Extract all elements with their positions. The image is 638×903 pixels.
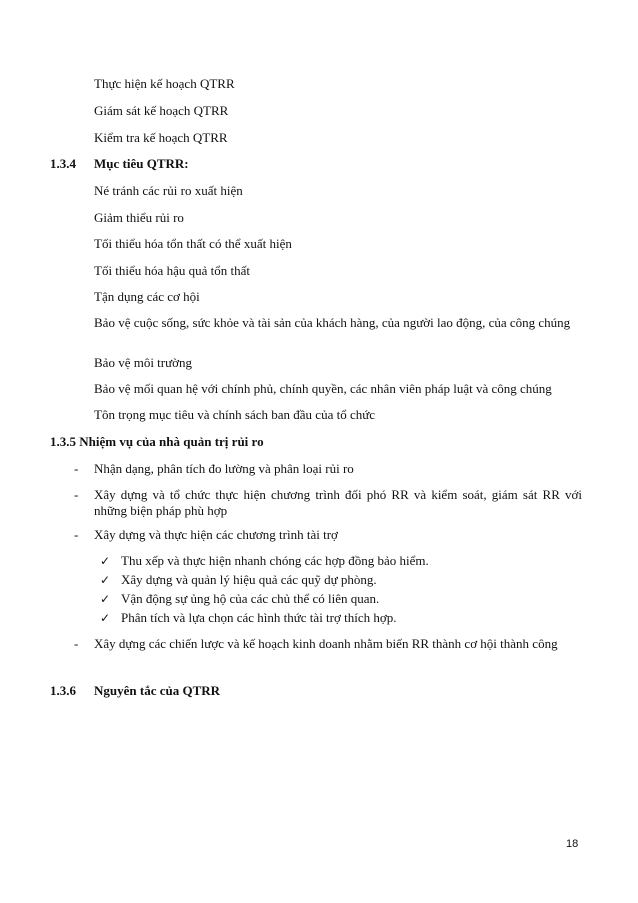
objective-item: Tận dụng các cơ hội xyxy=(94,289,200,304)
section-title: Nguyên tắc của QTRR xyxy=(94,683,221,698)
text-line: Kiểm tra kế hoạch QTRR xyxy=(94,130,228,145)
section-title: Mục tiêu QTRR: xyxy=(94,156,189,171)
subtask-item: Xây dựng và quản lý hiệu quả các quỹ dự phòng. xyxy=(121,572,377,587)
text-line: Thực hiện kế hoạch QTRR xyxy=(94,76,235,91)
checkmark-icon: ✓ xyxy=(100,554,111,568)
subtask-item: Phân tích và lựa chọn các hình thức tài trợ thích hợp. xyxy=(121,610,397,625)
subtask-item: Vận động sự ủng hộ của các chủ thể có liên quan. xyxy=(121,591,380,606)
dash-bullet: - xyxy=(74,461,79,476)
objective-item: Bảo vệ cuộc sống, sức khỏe và tài sản của khách hàng, của người lao động, của công chúng xyxy=(94,315,571,330)
subtask-item: Thu xếp và thực hiện nhanh chóng các hợp đồng bảo hiểm. xyxy=(121,553,429,568)
task-item: Xây dựng và thực hiện các chương trình tài trợ xyxy=(94,527,338,542)
checkmark-icon: ✓ xyxy=(100,573,111,587)
dash-bullet: - xyxy=(74,487,79,502)
checkmark-icon: ✓ xyxy=(100,611,111,625)
text-line: Giám sát kế hoạch QTRR xyxy=(94,103,229,118)
section-number: 1.3.6 xyxy=(50,683,76,698)
dash-bullet: - xyxy=(74,636,79,651)
objective-item: Tôn trọng mục tiêu và chính sách ban đầu của tổ chức xyxy=(94,407,376,422)
objective-item: Giảm thiểu rủi ro xyxy=(94,210,184,225)
objective-item: Tối thiểu hóa hậu quả tổn thất xyxy=(94,263,250,278)
section-heading: 1.3.5 Nhiệm vụ của nhà quản trị rủi ro xyxy=(50,434,264,449)
task-item: Xây dựng các chiến lược và kế hoạch kinh doanh nhằm biến RR thành cơ hội thành công xyxy=(94,636,558,651)
page-number: 18 xyxy=(566,838,579,850)
objective-item: Tối thiểu hóa tổn thất có thể xuất hiện xyxy=(94,236,292,251)
task-item: Nhận dạng, phân tích đo lường và phân loại rủi ro xyxy=(94,461,354,476)
checkmark-icon: ✓ xyxy=(100,592,111,606)
objective-item: Bảo vệ môi trường xyxy=(94,355,193,370)
task-item: Xây dựng và tổ chức thực hiện chương trình đối phó RR và kiểm soát, giám sát RR với những biện pháp phù hợp xyxy=(94,487,582,518)
objective-item: Bảo vệ mối quan hệ với chính phủ, chính quyền, các nhân viên pháp luật và công chúng xyxy=(94,381,552,396)
section-number: 1.3.4 xyxy=(50,156,76,171)
objective-item: Né tránh các rủi ro xuất hiện xyxy=(94,183,243,198)
dash-bullet: - xyxy=(74,527,79,542)
